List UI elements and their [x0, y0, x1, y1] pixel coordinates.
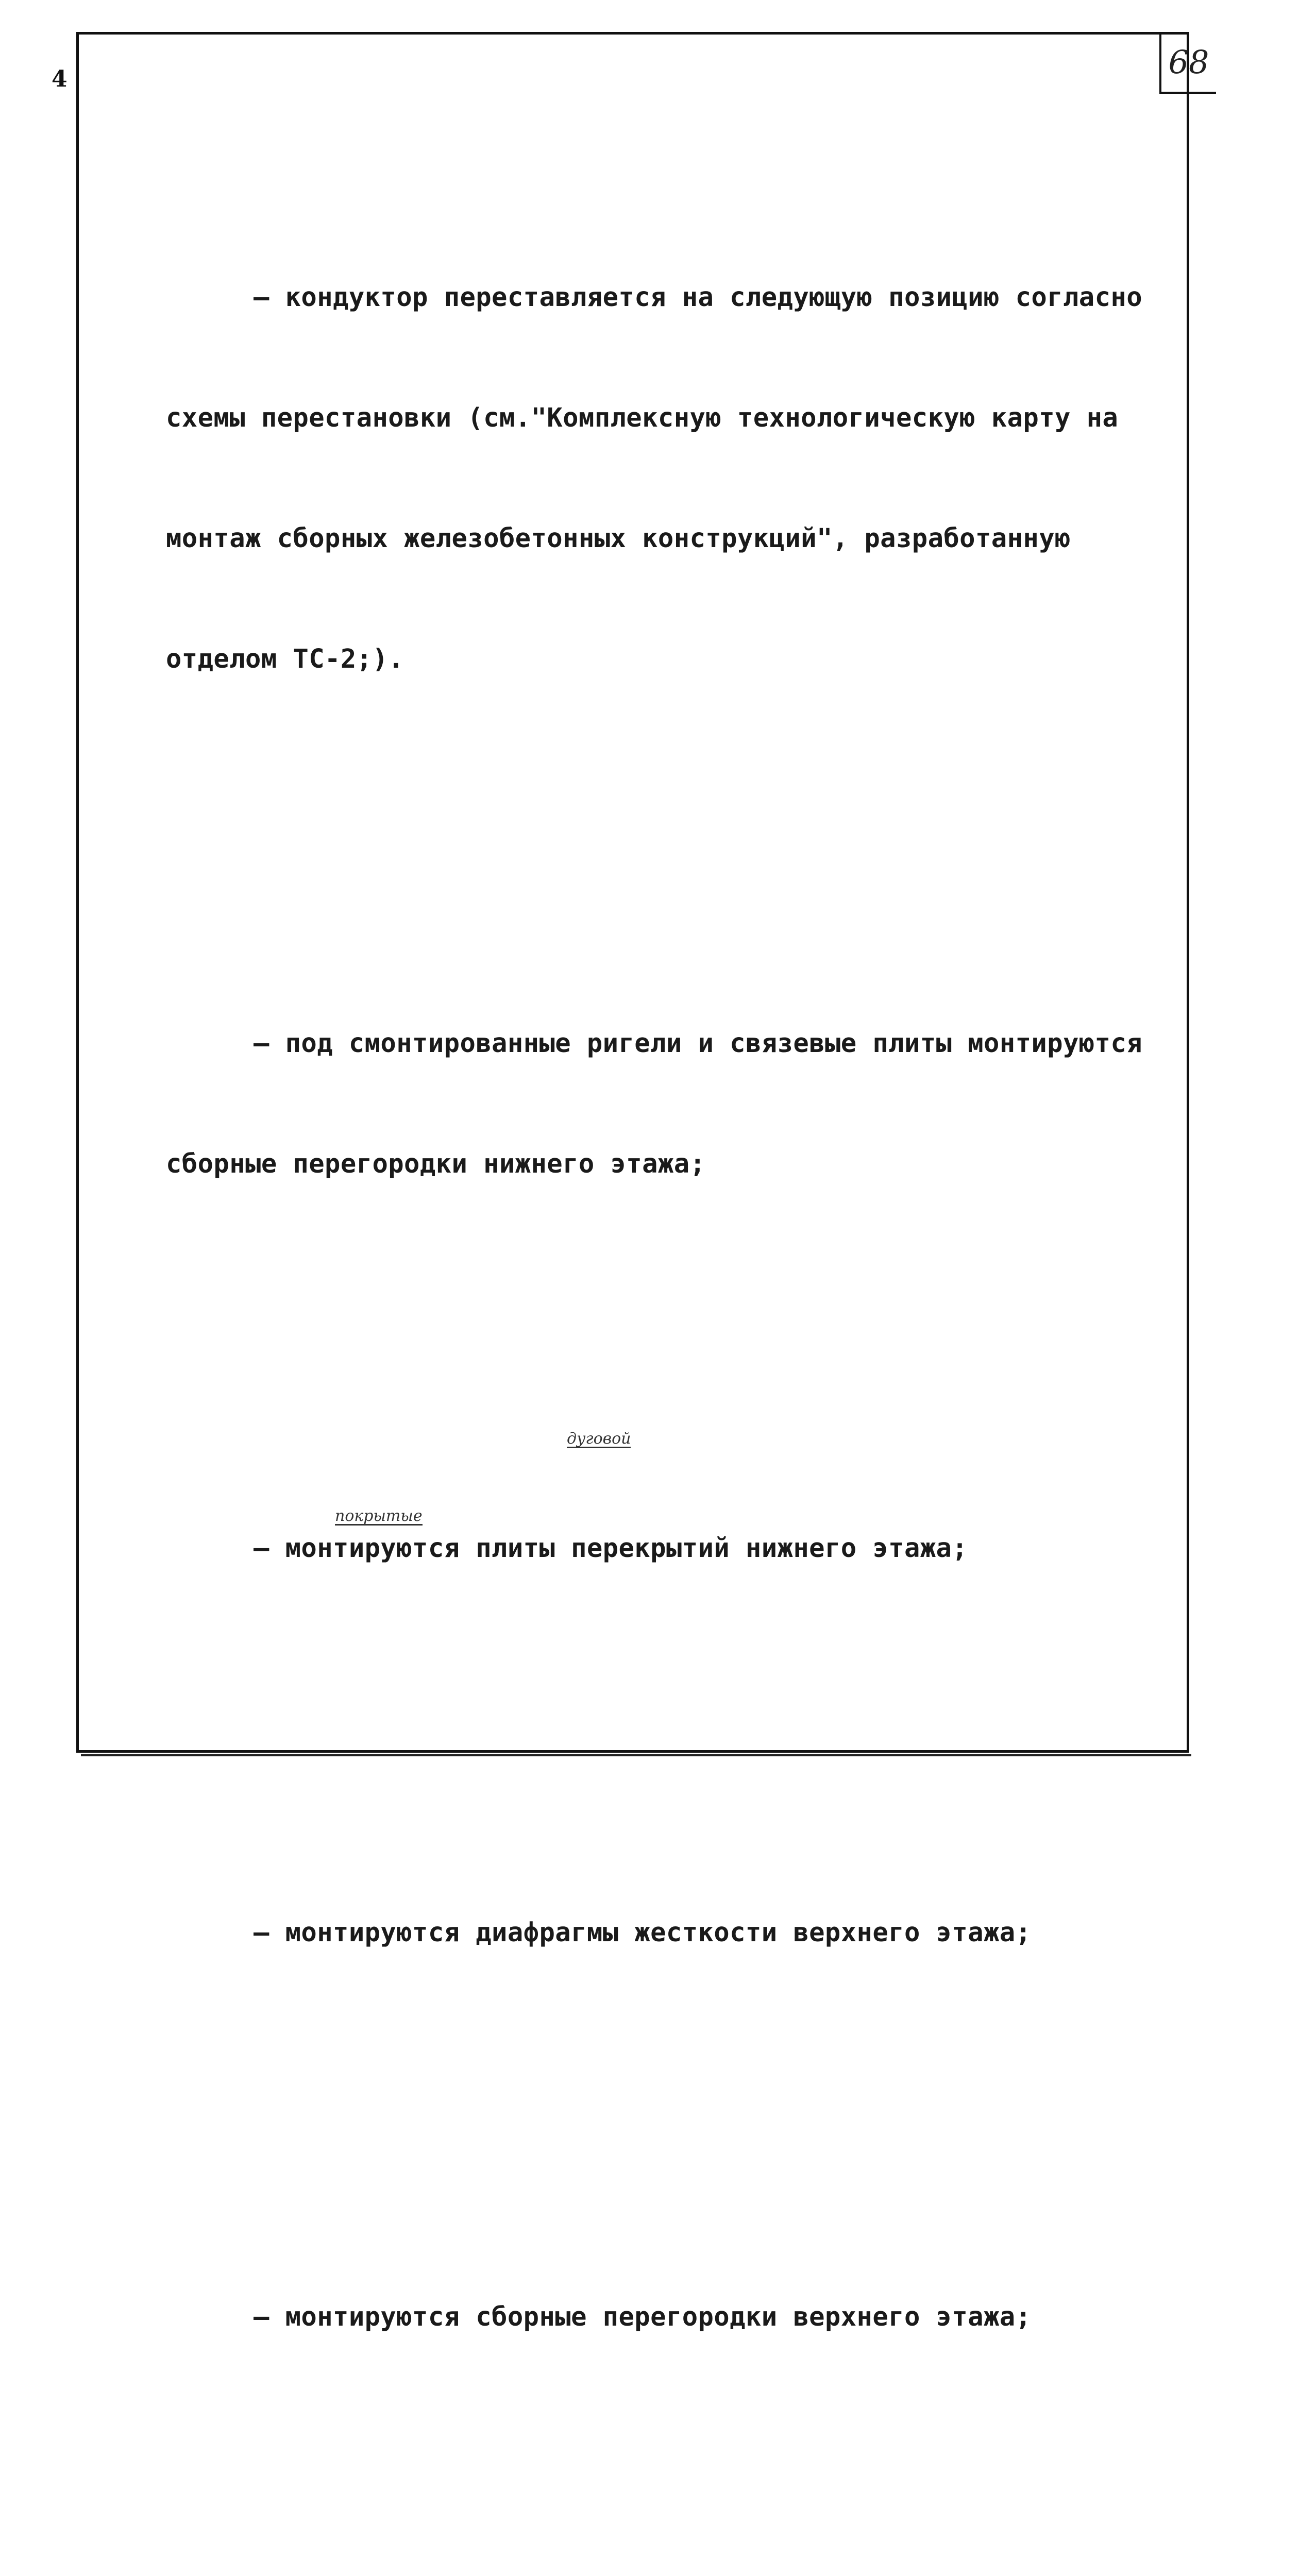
sheet-number: 4 [52, 66, 68, 92]
text-line: – кондуктор переставляется на следующую позицию согласно [254, 282, 1142, 312]
paragraph-jig-reposition [166, 197, 1186, 759]
document-body [166, 116, 1186, 2576]
text-line: – монтируются сборные перегородки верхнего этажа; [254, 2301, 1032, 2332]
paragraph-floor-slabs-lower [166, 1448, 1186, 1649]
text-line: – монтируются диафрагмы жесткости верхнего этажа; [254, 1917, 1032, 1947]
text-line: отделом ТС-2;). [166, 643, 404, 674]
paragraph-partitions-upper [166, 2216, 1186, 2417]
handwritten-annotation: дуговой [567, 1430, 631, 1448]
text-line: – под смонтированные ригели и связевые плиты монтируются [254, 1028, 1142, 1058]
text-line: монтаж сборных железобетонных конструкций", разработанную [166, 523, 1071, 553]
handwritten-annotation: покрытые [335, 1507, 423, 1525]
paragraph-partitions-lower [166, 943, 1186, 1264]
text-line: сборные перегородки нижнего этажа; [166, 1148, 706, 1179]
paragraph-diaphragms-upper [166, 1832, 1186, 2033]
text-line: – монтируются плиты перекрытий нижнего этажа; [254, 1533, 968, 1563]
text-line: схемы перестановки (см."Комплексную технологическую карту на [166, 402, 1119, 433]
page-number: 68 [1159, 32, 1216, 94]
